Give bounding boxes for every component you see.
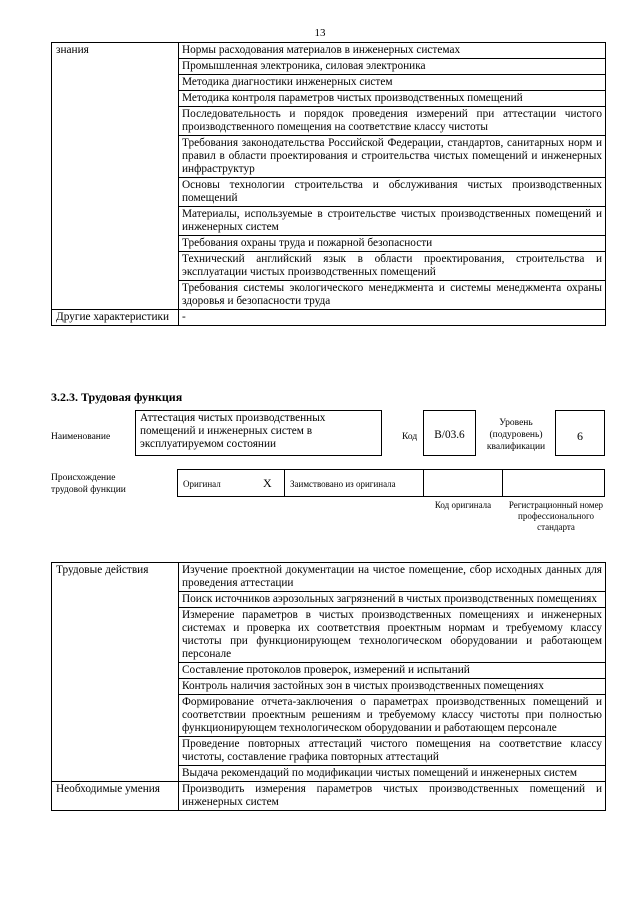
knowledge-table — [51, 42, 606, 326]
borrowed-cell — [284, 469, 424, 497]
page-number: 13 — [314, 27, 326, 39]
function-name-box: Аттестация чистых производственных помещений и инженерных систем в эксплуатируемом состоянии — [135, 410, 382, 456]
skills-label: Необходимые умения — [52, 782, 179, 811]
action-item: Поиск источников аэрозольных загрязнений в чистых производственных помещениях — [179, 592, 606, 608]
other-characteristics-label: Другие характеристики — [52, 310, 179, 326]
table-row — [52, 310, 606, 326]
origin-label: Происхождение трудовой функции — [51, 473, 126, 495]
level-box: 6 — [555, 410, 605, 456]
knowledge-item: Промышленная электроника, силовая электроника — [179, 59, 606, 75]
code-original-cell — [423, 469, 503, 497]
action-item: Проведение повторных аттестаций чистого помещения на соответствие классу чистоты, составление графика повторных аттестаций — [179, 737, 606, 766]
action-item: Формирование отчета-заключения о параметрах производственных помещений и соответствии проектным решениям и требуемому классу чистоты при полностью функционирующем технологическом оборудовании и работающем персонале — [179, 695, 606, 737]
table-row — [52, 782, 606, 811]
knowledge-item: Требования системы экологического менеджмента и системы менеджмента охраны здоровья и безопасности труда — [179, 281, 606, 310]
knowledge-item: Методика контроля параметров чистых производственных помещений — [179, 91, 606, 107]
level-label: Уровень (подуровень) квалификации — [486, 418, 546, 452]
skill-item: Производить измерения параметров чистых производственных помещений и инженерных систем — [179, 782, 606, 811]
other-characteristics-value: - — [179, 310, 606, 326]
knowledge-item: Последовательность и порядок проведения измерений при аттестации чистого производственного помещения на соответствие классу чистоты — [179, 107, 606, 136]
knowledge-item: Основы технологии строительства и обслуживания чистых производственных помещений — [179, 178, 606, 207]
action-item: Изучение проектной документации на чистое помещение, сбор исходных данных для проведения аттестации — [179, 563, 606, 592]
original-label: Оригинал — [183, 479, 221, 489]
reg-number-caption: Регистрационный номер профессионального стандарта — [508, 500, 604, 532]
action-item: Измерение параметров в чистых производственных помещениях и инженерных системах и проверка их соответствия проектным нормам и требуемому классу чистоты при функционирующем технологическом оборудовании и работающем персонале — [179, 608, 606, 663]
code-original-caption: Код оригинала — [434, 500, 492, 510]
borrowed-label: Заимствовано из оригинала — [290, 479, 396, 489]
code-box: B/03.6 — [423, 410, 476, 456]
action-item: Выдача рекомендаций по модификации чистых помещений и инженерных систем — [179, 766, 606, 782]
actions-table — [51, 562, 606, 811]
knowledge-item: Требования законодательства Российской Федерации, стандартов, санитарных норм и правил в области проектирования и строительства чистых помещений и инженерных инфраструктур — [179, 136, 606, 178]
original-cell — [177, 469, 285, 497]
actions-label: Трудовые действия — [52, 563, 179, 782]
action-item: Составление протоколов проверок, измерений и испытаний — [179, 663, 606, 679]
knowledge-item: Требования охраны труда и пожарной безопасности — [179, 236, 606, 252]
knowledge-item: Материалы, используемые в строительстве чистых производственных помещений и инженерных систем — [179, 207, 606, 236]
name-label: Наименование — [51, 432, 111, 442]
knowledge-item: Технический английский язык в области проектирования, строительства и эксплуатации чистых производственных помещений — [179, 252, 606, 281]
knowledge-item: Нормы расходования материалов в инженерных системах — [179, 43, 606, 59]
original-mark: X — [263, 476, 272, 490]
table-row — [52, 43, 606, 59]
table-row — [52, 563, 606, 592]
section-title: 3.2.3. Трудовая функция — [51, 390, 183, 404]
code-label: Код — [402, 432, 418, 442]
knowledge-label: знания — [52, 43, 179, 310]
knowledge-item: Методика диагностики инженерных систем — [179, 75, 606, 91]
reg-number-cell — [502, 469, 605, 497]
action-item: Контроль наличия застойных зон в чистых производственных помещениях — [179, 679, 606, 695]
